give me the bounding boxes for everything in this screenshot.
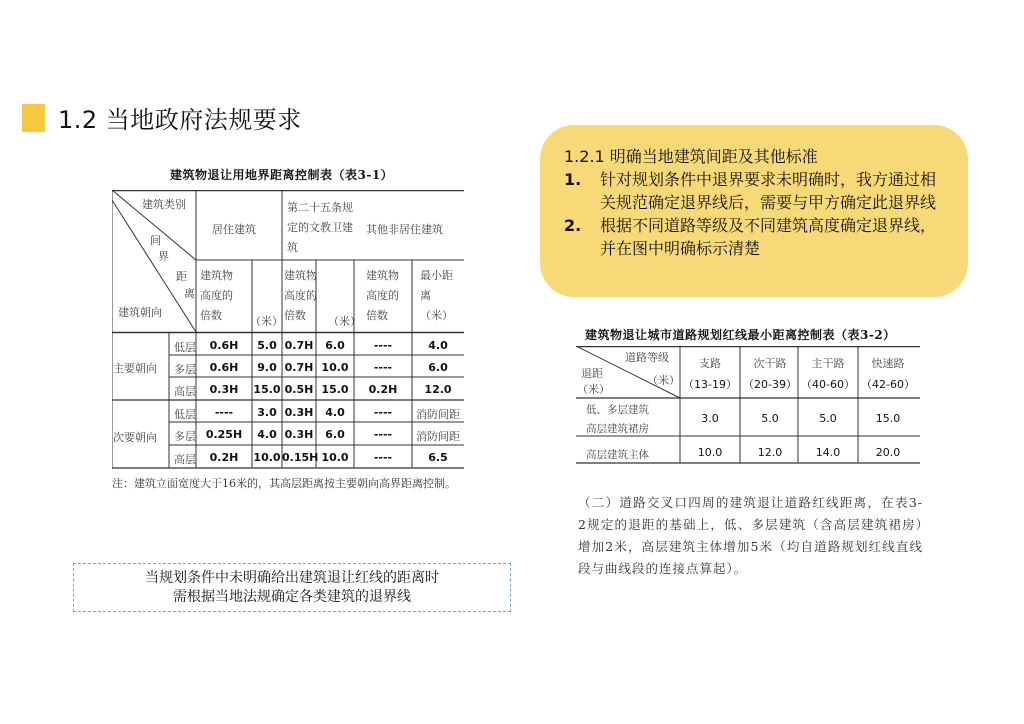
table2-diag-top: 道路等级: [625, 351, 669, 364]
table1-cell: 0.5H: [284, 383, 314, 396]
title-marker: [22, 104, 45, 132]
table2-col-range: （40-60）: [801, 378, 855, 391]
table2-cell: 15.0: [875, 412, 901, 425]
table1-cell: 0.25H: [205, 428, 243, 441]
table1-diag-distance: 离: [184, 287, 195, 300]
table1-cell: 4.0: [257, 428, 277, 441]
table1-row-type: 低层: [174, 408, 196, 421]
table1-diag-bottom: 建筑朝向: [118, 306, 162, 319]
table1-group-main: 主要朝向: [113, 362, 157, 375]
table2-paragraph: （二）道路交叉口四周的建筑退让道路红线距离，在表3-2规定的退距的基础上，低、多层建筑（含高层建筑裙房）增加2米，高层建筑主体增加5米（均自道路规划红线直线段与曲线段的连接点算起）。: [578, 495, 923, 576]
table1-cell: 4.0: [428, 339, 448, 352]
table1-row-type: 高层: [174, 385, 196, 398]
note-heading: 1.2.1 明确当地建筑间距及其他标准: [564, 147, 818, 166]
table1-sub-multiple: 建筑物高度的倍数: [284, 269, 317, 322]
table1-cell: 4.0: [325, 406, 345, 419]
table1-cell: 10.0: [321, 451, 349, 464]
table1-sub-min: 最小距离（米）: [420, 269, 453, 322]
table1-sub-meter: （米）: [328, 315, 361, 328]
table1-col-other: 其他非居住建筑: [366, 223, 443, 236]
note-item-text: 根据不同道路等级及不同建筑高度确定退界线，并在图中明确标示清楚: [600, 216, 937, 258]
table1-cell: 6.0: [325, 339, 345, 352]
table1-cell: 消防间距: [416, 430, 460, 443]
table1-cell: ----: [373, 428, 393, 441]
table1-row-type: 多层: [174, 363, 196, 376]
table1-cell: 10.0: [321, 361, 349, 374]
table2-col-range: （42-60）: [861, 378, 915, 391]
table1-cell: ----: [373, 406, 393, 419]
table2-col-name: 主干路: [811, 357, 845, 370]
table1-group-secondary: 次要朝向: [113, 431, 157, 444]
table2-cell: 5.0: [761, 412, 779, 425]
table1-diag-mid: 间: [150, 234, 161, 247]
table2-col-name: 次干路: [753, 357, 787, 370]
table2-diag-unit: （米）: [647, 374, 680, 387]
table1-sub-multiple: 建筑物高度的倍数: [366, 269, 399, 322]
table1-diag-mid: 界: [158, 250, 169, 263]
table2-diag-bottom: （米）: [577, 383, 610, 396]
note-item: [564, 214, 942, 260]
table2-col-name: 快速路: [871, 357, 905, 370]
table1-diag-top: 建筑类别: [142, 198, 186, 211]
table1-footnote: 注：建筑立面宽度大于16米的，其高层距离按主要朝向高界距离控制。: [112, 477, 456, 490]
table1-cell: ----: [373, 451, 393, 464]
table1-diag-distance: 距: [176, 270, 187, 283]
table1-cell: 0.2H: [209, 451, 239, 464]
table1-cell: 0.3H: [284, 428, 314, 441]
table1-cell: 0.7H: [284, 361, 314, 374]
table1-col-special: 第二十五条规定的文教卫建筑: [287, 201, 353, 254]
table1-cell: 12.0: [424, 383, 452, 396]
table1-row-type: 多层: [174, 430, 196, 443]
table1-cell: 0.6H: [209, 339, 239, 352]
table2-cell: 12.0: [757, 446, 783, 459]
table1-cell: 5.0: [257, 339, 277, 352]
table2-row-label: 高层建筑主体: [586, 449, 649, 461]
table1-cell: 0.2H: [368, 383, 398, 396]
table2-col-range: （20-39）: [743, 378, 797, 391]
table1-cell: 3.0: [257, 406, 277, 419]
table1-cell: 0.7H: [284, 339, 314, 352]
callout-box: [73, 563, 511, 612]
table1-cell: ----: [373, 339, 393, 352]
table2-caption: 建筑物退让城市道路规划红线最小距离控制表（表3-2）: [585, 328, 896, 342]
table1-cell: 消防间距: [416, 408, 460, 421]
table1-cell: ----: [373, 361, 393, 374]
table1-row-type: 低层: [174, 341, 196, 354]
table1-caption: 建筑物退让用地界距离控制表（表3-1）: [170, 168, 394, 182]
table1-cell: 15.0: [321, 383, 349, 396]
page-title: 1.2 当地政府法规要求: [58, 106, 302, 134]
table1-cell: 10.0: [253, 451, 281, 464]
note-item-number: 2.: [564, 216, 582, 235]
table2-cell: 20.0: [875, 446, 901, 459]
note-item-number: 1.: [564, 170, 582, 189]
table1-sub-meter: （米）: [250, 315, 283, 328]
table1-row-type: 高层: [174, 453, 196, 466]
table2-col-range: （13-19）: [683, 378, 737, 391]
table2-col-name: 支路: [699, 357, 721, 370]
table2-row-label: 低、多层建筑: [586, 404, 649, 416]
table1-cell: 15.0: [253, 383, 281, 396]
table1-cell: 0.6H: [209, 361, 239, 374]
callout-line: 当规划条件中未明确给出建筑退让红线的距离时: [145, 570, 439, 586]
table1-sub-multiple: 建筑物高度的倍数: [200, 269, 233, 322]
table1-cell: 6.5: [428, 451, 448, 464]
note-item-text: 针对规划条件中退界要求未明确时，我方通过相关规范确定退界线后，需要与甲方确定此退界线: [600, 170, 937, 212]
table1-cell: 0.3H: [284, 406, 314, 419]
table1-cell: 0.15H: [282, 451, 319, 464]
table2-diag-bottom: 退距: [581, 367, 603, 380]
table1-cell: 9.0: [257, 361, 277, 374]
table2-cell: 14.0: [815, 446, 841, 459]
table1-cell: 6.0: [428, 361, 448, 374]
note-box: [540, 125, 968, 297]
table2-cell: 5.0: [819, 412, 837, 425]
table2-cell: 3.0: [701, 412, 719, 425]
table1-cell: 6.0: [325, 428, 345, 441]
callout-line: 需根据当地法规确定各类建筑的退界线: [173, 589, 411, 605]
table2-cell: 10.0: [697, 446, 723, 459]
table1-cell: 0.3H: [209, 383, 239, 396]
table1-cell: ----: [214, 406, 234, 419]
table2-row-label: 高层建筑裙房: [586, 423, 649, 435]
table1-col-residential: 居住建筑: [212, 223, 256, 236]
note-item: [564, 168, 942, 214]
